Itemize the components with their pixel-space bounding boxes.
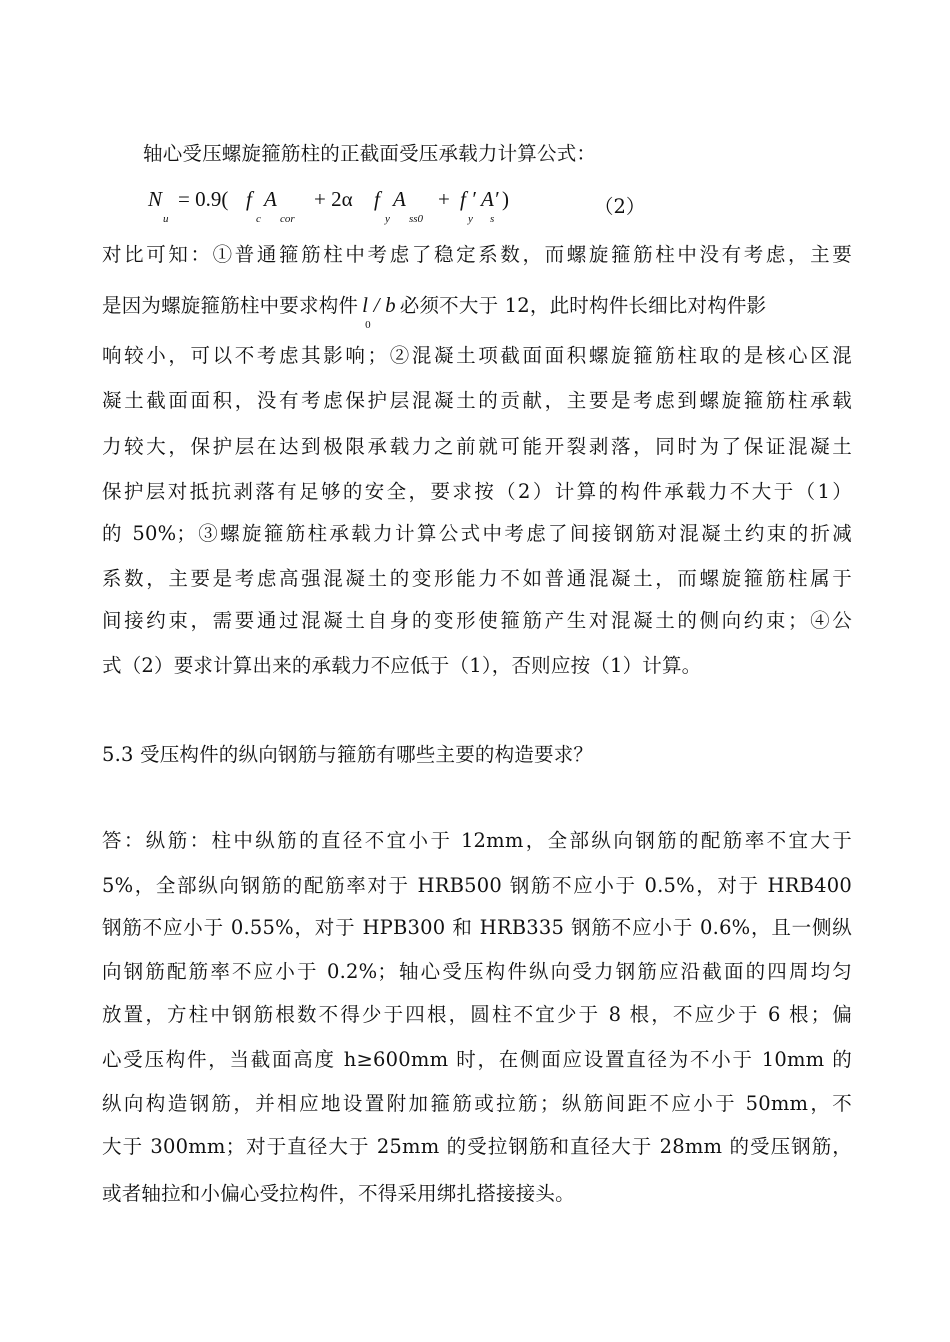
formula-f3: f ′: [460, 187, 476, 211]
question-heading: 5.3 受压构件的纵向钢筋与箍筋有哪些主要的构造要求？: [102, 743, 594, 766]
answer-line-1: 答：纵筋：柱中纵筋的直径不宜小于 12mm，全部纵向钢筋的配筋率不宜大于: [102, 829, 852, 852]
formula-close: ): [502, 187, 509, 211]
formula-N: N: [148, 187, 163, 211]
para1-line-2-b: 必须不大于 12，此时构件长细比对构件影: [399, 294, 767, 317]
formula-A1-sub: cor: [280, 213, 295, 225]
para1-line-4: 凝土截面面积，没有考虑保护层混凝土的贡献，主要是考虑到螺旋箍筋柱承载: [102, 389, 852, 412]
para1-line-2: [102, 291, 852, 331]
formula-N-sub: u: [163, 213, 169, 225]
formula-A2-sub: ss0: [409, 213, 424, 225]
formula-f2-sub: y: [385, 213, 390, 225]
para1-line-7: 的 50%；③螺旋箍筋柱承载力计算公式中考虑了间接钢筋对混凝土约束的折减: [102, 522, 852, 545]
formula-f2: f: [374, 187, 380, 211]
l0-over-b-text: l / b: [362, 293, 396, 317]
formula-plus2: +: [438, 187, 450, 211]
formula-2: [148, 186, 648, 236]
answer-line-7: 纵向构造钢筋，并相应地设置附加箍筋或拉筋；纵筋间距不应小于 50mm，不: [102, 1092, 852, 1115]
l0-sub: 0: [365, 319, 371, 331]
answer-line-9: 或者轴拉和小偏心受拉构件，不得采用绑扎搭接接头。: [102, 1182, 575, 1205]
l0-over-b: [358, 291, 400, 331]
para1-line-2-a: 是因为螺旋箍筋柱中要求构件: [102, 294, 359, 317]
para1-line-9: 间接约束，需要通过混凝土自身的变形使箍筋产生对混凝土的侧向约束；④公: [102, 609, 852, 632]
para1-line-5: 力较大，保护层在达到极限承载力之前就可能开裂剥落，同时为了保证混凝土: [102, 435, 852, 458]
para1-line-3: 响较小，可以不考虑其影响；②混凝土项截面面积螺旋箍筋柱取的是核心区混: [102, 344, 852, 367]
para1-line-8: 系数，主要是考虑高强混凝土的变形能力不如普通混凝土，而螺旋箍筋柱属于: [102, 567, 852, 590]
formula-plus1: + 2α: [314, 187, 353, 211]
answer-line-3: 钢筋不应小于 0.55%，对于 HPB300 和 HRB335 钢筋不应小于 0.6%，且一侧纵: [102, 916, 852, 939]
para1-line-6: 保护层对抵抗剥落有足够的安全，要求按（2）计算的构件承载力不大于（1）: [102, 480, 852, 503]
formula-A1: A: [264, 187, 277, 211]
formula-f1: f: [246, 187, 252, 211]
intro-text: 轴心受压螺旋箍筋柱的正截面受压承载力计算公式：: [143, 142, 597, 165]
formula-A3: A′: [481, 187, 499, 211]
para1-line-10: 式（2）要求计算出来的承载力不应低于（1），否则应按（1）计算。: [102, 654, 702, 677]
equation-number: （2）: [594, 195, 646, 218]
formula-A3-sub: s: [490, 213, 495, 225]
formula-eq: = 0.9(: [178, 187, 229, 211]
formula-A2: A: [393, 187, 406, 211]
answer-line-4: 向钢筋配筋率不应小于 0.2%；轴心受压构件纵向受力钢筋应沿截面的四周均匀: [102, 960, 852, 983]
para1-line-1: 对比可知：①普通箍筋柱中考虑了稳定系数，而螺旋箍筋柱中没有考虑，主要: [102, 243, 852, 266]
answer-line-6: 心受压构件，当截面高度 h≥600mm 时，在侧面应设置直径为不小于 10mm 的: [102, 1048, 852, 1071]
answer-line-5: 放置，方柱中钢筋根数不得少于四根，圆柱不宜少于 8 根，不应少于 6 根；偏: [102, 1003, 852, 1026]
formula-f3-sub: y: [468, 213, 473, 225]
answer-line-8: 大于 300mm；对于直径大于 25mm 的受拉钢筋和直径大于 28mm 的受压钢筋，: [102, 1135, 852, 1158]
answer-line-2: 5%，全部纵向钢筋的配筋率对于 HRB500 钢筋不应小于 0.5%，对于 HRB400: [102, 874, 852, 897]
formula-f1-sub: c: [256, 213, 261, 225]
